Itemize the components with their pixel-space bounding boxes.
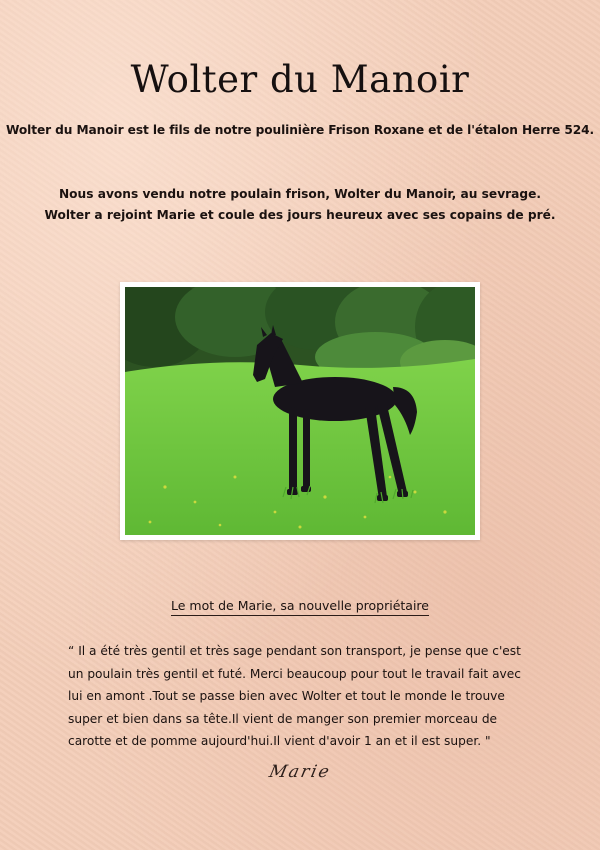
foal-photo-illustration bbox=[125, 287, 475, 535]
intro-text: Wolter du Manoir est le fils de notre poulinière Frison Roxane et de l'étalon Herre 524. bbox=[5, 123, 595, 137]
testimonial-heading-text: Le mot de Marie, sa nouvelle propriétaire bbox=[171, 598, 429, 616]
testimonial-quote bbox=[68, 640, 548, 753]
quote-line: super et bien dans sa tête.Il vient de manger son premier morceau de bbox=[68, 711, 498, 726]
quote-line: un poulain très gentil et futé. Merci beaucoup pour tout le travail fait avec bbox=[68, 666, 521, 681]
sale-paragraph-line: Wolter a rejoint Marie et coule des jours heureux avec ses copains de pré. bbox=[44, 208, 556, 222]
sale-paragraph-line: Nous avons vendu notre poulain frison, Wolter du Manoir, au sevrage. bbox=[58, 187, 541, 201]
foal-photo bbox=[120, 282, 480, 540]
testimonial-heading bbox=[0, 598, 600, 613]
quote-line: lui en amont .Tout se passe bien avec Wolter et tout le monde le trouve bbox=[68, 689, 505, 703]
quote-line: carotte et de pomme aujourd'hui.Il vient d'avoir 1 an et il est super. " bbox=[68, 734, 491, 748]
sale-paragraph bbox=[30, 184, 570, 226]
quote-line: “ Il a été très gentil et très sage pendant son transport, je pense que c'est bbox=[68, 644, 521, 658]
signature: Marie bbox=[267, 762, 333, 782]
page-title: Wolter du Manoir bbox=[130, 58, 470, 101]
